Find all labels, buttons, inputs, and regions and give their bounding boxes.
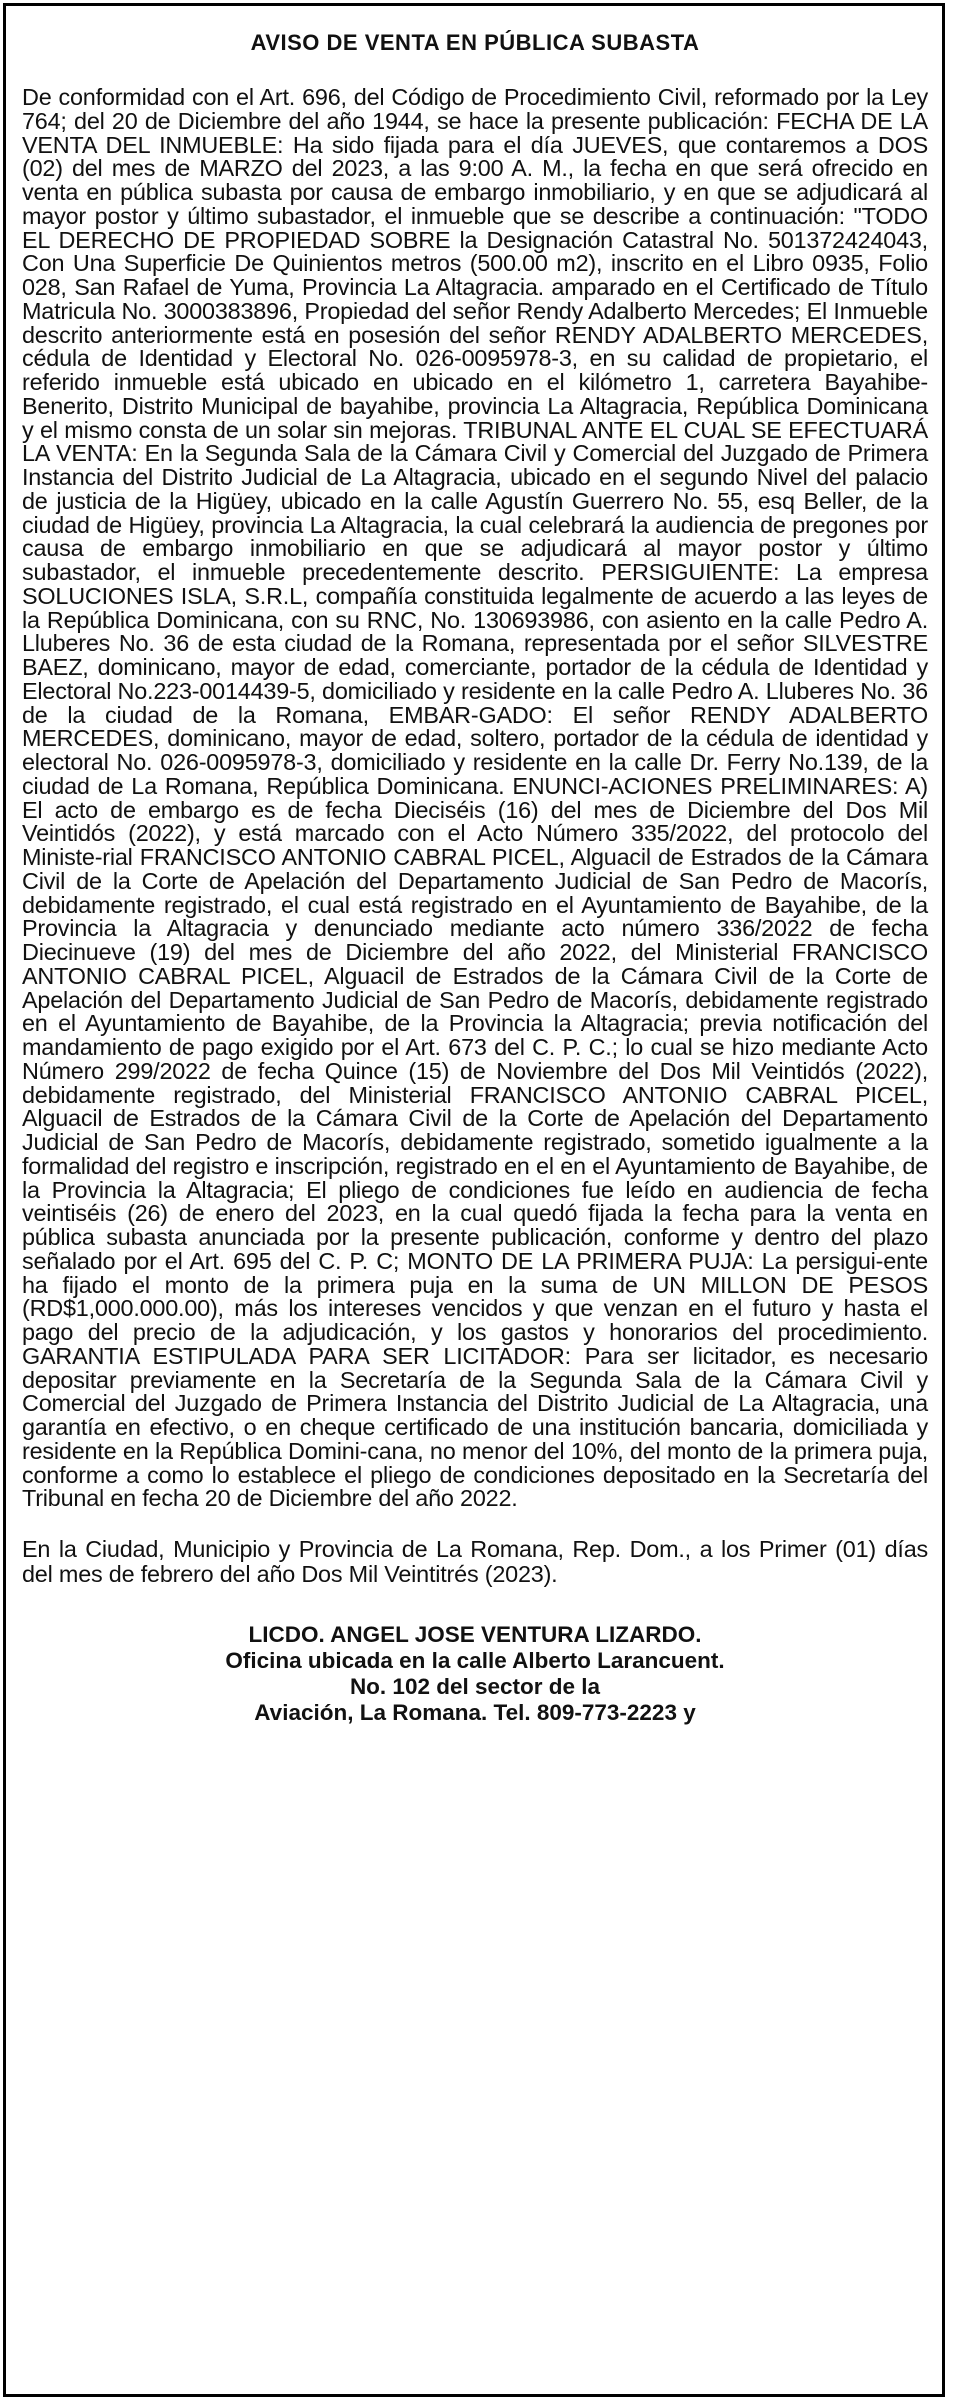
notice-closing-paragraph: En la Ciudad, Municipio y Provincia de La Romana, Rep. Dom., a los Primer (01) días del mes de febrero del año Dos Mil Veintitrés (2023). xyxy=(22,1536,928,1587)
auction-notice xyxy=(22,28,928,1726)
signature-office-street: Oficina ubicada en la calle Alberto Larancuent. xyxy=(225,1648,725,1673)
notice-body-paragraph: De conformidad con el Art. 696, del Código de Procedimiento Civil, reformado por la Ley 764; del 20 de Diciembre del año 1944, se hace la presente publicación: FECHA DE LA VENTA DEL INMUEBLE: Ha sido fijada para el día JUEVES, que contaremos a DOS (02) del mes de MARZO del 2023, a las 9:00 A. M., la fecha en que será ofrecido en venta en pública subasta por causa de embargo inmobiliario, y en que se adjudicará al mayor postor y último subastador, el inmueble que se describe a continuación: "TODO EL DERECHO DE PROPIEDAD SOBRE la Designación Catastral No. 501372424043, Con Una Superficie De Quinientos metros (500.00 m2), inscrito en el Libro 0935, Folio 028, San Rafael de Yuma, Provincia La Altagracia. amparado en el Certificado de Título Matricula No. 3000383896, Propiedad del señor Rendy Adalberto Mercedes; El Inmueble descrito anteriormente está en posesión del señor RENDY ADALBERTO MERCEDES, cédula de Identidad y Electoral No. 026-0095978-3, en su calidad de propietario, el referido inmueble está ubicado en ubicado en el kilómetro 1, carretera Bayahibe-Benerito, Distrito Municipal de bayahibe, provincia La Altagracia, República Dominicana y el mismo consta de un solar sin mejoras. TRIBUNAL ANTE EL CUAL SE EFECTUARÁ LA VENTA: En la Segunda Sala de la Cámara Civil y Comercial del Juzgado de Primera Instancia del Distrito Judicial de La Altagracia, ubicado en el segundo Nivel del palacio de justicia de la Higüey, ubicado en la calle Agustín Guerrero No. 55, esq Beller, de la ciudad de Higüey, provincia La Altagracia, la cual celebrará la audiencia de pregones por causa de embargo inmobiliario en que se adjudicará al mayor postor y último subastador, el inmueble precedentemente descrito. PERSIGUIENTE: La empresa SOLUCIONES ISLA, S.R.L, compañía constituida legalmente de acuerdo a las leyes de la República Dominicana, con su RNC, No. 130693986, con asiento en la calle Pedro A. Lluberes No. 36 de esta ciudad de la Romana, representada por el señor SILVESTRE BAEZ, dominicano, mayor de edad, comerciante, portador de la cédula de Identidad y Electoral No.223-0014439-5, domiciliado y residente en la calle Pedro A. Lluberes No. 36 de la ciudad de la Romana, EMBAR-GADO: El señor RENDY ADALBERTO MERCEDES, dominicano, mayor de edad, soltero, portador de la cédula de identidad y electoral No. 026-0095978-3, domiciliado y residente en la calle Dr. Ferry No.139, de la ciudad de La Romana, República Dominicana. ENUNCI-ACIONES PRELIMINARES: A) El acto de embargo es de fecha Dieciséis (16) del mes de Diciembre del Dos Mil Veintidós (2022), y está marcado con el Acto Número 335/2022, del protocolo del Ministe-rial FRANCISCO ANTONIO CABRAL PICEL, Alguacil de Estrados de la Cámara Civil de la Corte de Apelación del Departamento Judicial de San Pedro de Macorís, debidamente registrado, el cual está registrado en el Ayuntamiento de Bayahibe, de la Provincia la Altagracia y denunciado mediante acto número 336/2022 de fecha Diecinueve (19) del mes de Diciembre del año 2022, del Ministerial FRANCISCO ANTONIO CABRAL PICEL, Alguacil de Estrados de la Cámara Civil de la Corte de Apelación del Departamento Judicial de San Pedro de Macorís, debidamente registrado en el Ayuntamiento de Bayahibe, de la Provincia la Altagracia; previa notificación del mandamiento de pago exigido por el Art. 673 del C. P. C.; lo cual se hizo mediante Acto Número 299/2022 de fecha Quince (15) de Noviembre del Dos Mil Veintidós (2022), debidamente registrado, del Ministerial FRANCISCO ANTONIO CABRAL PICEL, Alguacil de Estrados de la Cámara Civil de la Corte de Apelación del Departamento Judicial de San Pedro de Macorís, debidamente registrado, sometido igualmente a la formalidad del registro e inscripción, registrado en el en el Ayuntamiento de Bayahibe, de la Provincia la Altagracia; El pliego de condiciones fue leído en audiencia de fecha veintiséis (26) de enero del 2023, en la cual quedó fijada la fecha para la venta en pública subasta anunciada por la presente publicación, conforme y dentro del plazo señalado por el Art. 695 del C. P. C; MONTO DE LA PRIMERA PUJA: La persigui-ente ha fijado el monto de la primera puja en la suma de UN MILLON DE PESOS (RD$1,000.000.00), más los intereses vencidos y que venzan en el futuro y hasta el pago del precio de la adjudicación, y los gastos y honorarios del procedimiento. GARANTIA ESTIPULADA PARA SER LICITADOR: Para ser licitador, es necesario depositar previamente en la Secretaría de la Segunda Sala de la Cámara Civil y Comercial del Juzgado de Primera Instancia del Distrito Judicial de La Altagracia, una garantía en efectivo, o en cheque certificado de una institución bancaria, domiciliada y residente en la República Domini-cana, no menor del 10%, del monto de la primera puja, conforme a como lo establece el pliego de condiciones depositado en la Secretaría del Tribunal en fecha 20 de Diciembre del año 2022. xyxy=(22,84,928,1512)
signature-office-city-phone: Aviación, La Romana. Tel. 809-773-2223 y xyxy=(254,1700,696,1725)
signature-office-number: No. 102 del sector de la xyxy=(349,1674,601,1699)
signature-name: LICDO. ANGEL JOSE VENTURA LIZARDO. xyxy=(248,1622,702,1647)
signature-block xyxy=(22,1622,928,1726)
notice-title: AVISO DE VENTA EN PÚBLICA SUBASTA xyxy=(250,30,700,55)
